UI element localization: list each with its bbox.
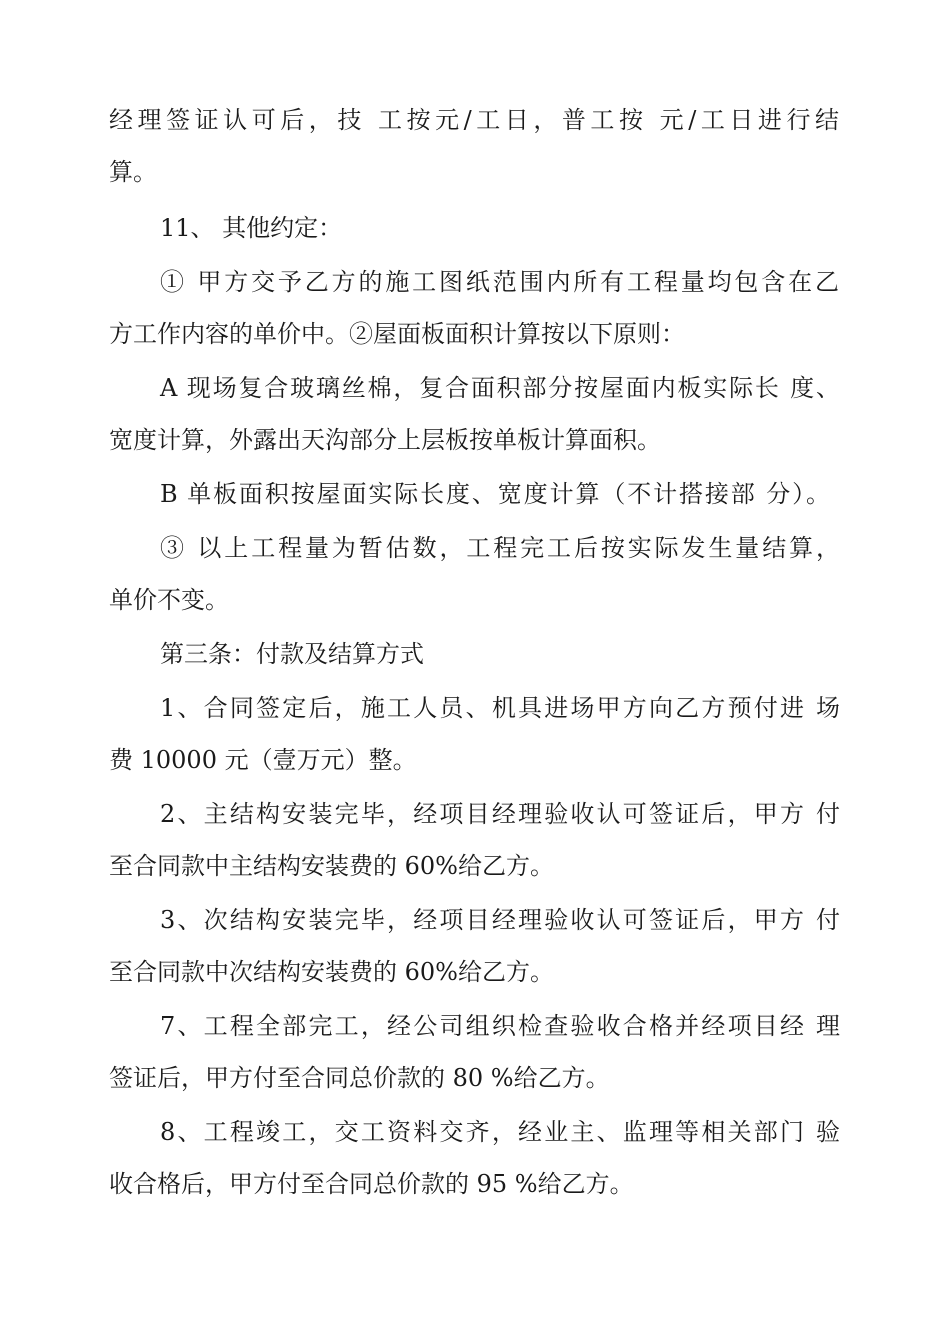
text-line-8: B 单板面积按屋面实际长度、宽度计算（不计搭接部 分）。	[160, 480, 830, 508]
text-line-20: 8、工程竣工，交工资料交齐，经业主、监理等相关部门 验	[160, 1118, 840, 1146]
text-line-13: 费 10000 元（壹万元）整。	[109, 746, 417, 774]
text-line-1: 经理签证认可后，技 工按元/工日，普工按 元/工日进行结	[109, 106, 839, 134]
text-line-7: 宽度计算，外露出天沟部分上层板按单板计算面积。	[109, 426, 661, 454]
text-line-16: 3、次结构安装完毕，经项目经理验收认可签证后，甲方 付	[160, 906, 840, 934]
text-line-19: 签证后，甲方付至合同总价款的 80 %给乙方。	[109, 1064, 610, 1092]
text-line-2: 算。	[109, 158, 157, 186]
text-line-10: 单价不变。	[109, 586, 229, 614]
text-line-4: ① 甲方交予乙方的施工图纸范围内所有工程量均包含在乙	[160, 268, 839, 296]
text-line-14: 2、主结构安装完毕，经项目经理验收认可签证后，甲方 付	[160, 800, 840, 828]
text-line-17: 至合同款中次结构安装费的 60%给乙方。	[109, 958, 554, 986]
text-line-9: ③ 以上工程量为暂估数，工程完工后按实际发生量结算，	[160, 534, 840, 562]
text-line-21: 收合格后，甲方付至合同总价款的 95 %给乙方。	[109, 1170, 634, 1198]
text-line-15: 至合同款中主结构安装费的 60%给乙方。	[109, 852, 554, 880]
text-line-12: 1、合同签定后，施工人员、机具进场甲方向乙方预付进 场	[160, 694, 840, 722]
text-line-5: 方工作内容的单价中。②屋面板面积计算按以下原则：	[109, 320, 685, 348]
text-line-18: 7、工程全部完工，经公司组织检查验收合格并经项目经 理	[160, 1012, 840, 1040]
text-line-6: A 现场复合玻璃丝棉，复合面积部分按屋面内板实际长 度、	[160, 374, 840, 402]
text-line-3: 11、 其他约定：	[160, 214, 343, 242]
section-heading-3: 第三条：付款及结算方式	[160, 640, 424, 668]
